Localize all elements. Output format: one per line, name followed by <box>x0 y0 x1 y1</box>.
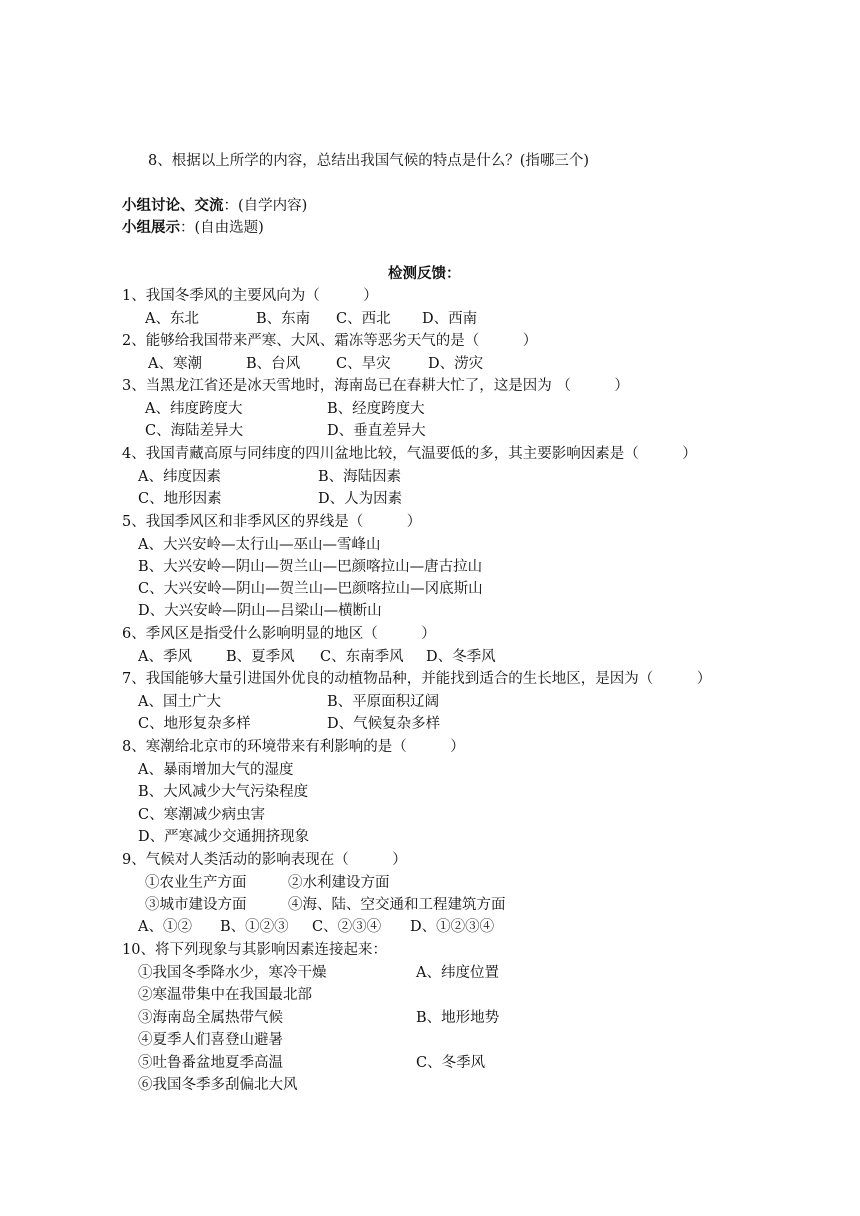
option: A、纬度跨度大 <box>145 401 243 417</box>
factor-item: B、地形地势 <box>416 1010 500 1026</box>
option: D、冬季风 <box>426 649 496 665</box>
option: B、平原面积辽阔 <box>327 694 440 710</box>
option: B、夏季风 <box>226 649 295 665</box>
statement-item: ③城市建设方面 <box>145 897 247 913</box>
option: A、暴雨增加大气的湿度 <box>138 762 294 778</box>
question-stem: 7、我国能够大量引进国外优良的动植物品种，并能找到适合的生长地区，是因为（ ） <box>122 671 712 687</box>
question-stem: 3、当黑龙江省还是冰天雪地时，海南岛已在春耕大忙了，这是因为 （ ） <box>122 378 629 394</box>
option: B、台风 <box>246 356 301 372</box>
question-stem: 6、季风区是指受什么影响明显的地区（ ） <box>122 626 436 642</box>
question-stem: 8、寒潮给北京市的环境带来有利影响的是（ ） <box>122 739 465 755</box>
question-stem: 4、我国青藏高原与同纬度的四川盆地比较，气温要低的多，其主要影响因素是（ ） <box>122 446 697 462</box>
phenomenon-item: ④夏季人们喜登山避暑 <box>138 1032 283 1048</box>
option: C、地形复杂多样 <box>138 716 251 732</box>
statement-item: ④海、陆、空交通和工程建筑方面 <box>288 897 506 913</box>
option: C、西北 <box>336 311 391 327</box>
option: C、地形因素 <box>138 491 222 507</box>
option: C、寒潮减少病虫害 <box>138 807 266 823</box>
group-show-text: ：(自由选题) <box>180 220 264 236</box>
feedback-title: 检测反馈： <box>388 266 461 282</box>
question-stem: 2、能够给我国带来严寒、大风、霜冻等恶劣天气的是（ ） <box>122 333 538 349</box>
option: A、国土广大 <box>138 694 221 710</box>
option: B、东南 <box>256 311 311 327</box>
statement-item: ①农业生产方面 <box>145 875 247 891</box>
group-discussion-label: 小组讨论、交流 <box>122 198 224 214</box>
option: A、东北 <box>145 311 199 327</box>
phenomenon-item: ⑥我国冬季多刮偏北大风 <box>138 1077 298 1093</box>
phenomenon-item: ③海南岛全属热带气候 <box>138 1010 283 1026</box>
option: D、垂直差异大 <box>327 423 426 439</box>
question-stem: 10、将下列现象与其影响因素连接起来： <box>122 942 387 958</box>
phenomenon-item: ②寒温带集中在我国最北部 <box>138 987 312 1003</box>
option: A、①② <box>138 919 192 935</box>
group-show <box>122 218 264 238</box>
option: B、大风减少大气污染程度 <box>138 784 309 800</box>
option: A、大兴安岭—太行山—巫山—雪峰山 <box>138 537 381 553</box>
factor-item: A、纬度位置 <box>416 965 499 981</box>
option: A、季风 <box>138 649 192 665</box>
group-discussion-text: ：(自学内容) <box>223 198 308 214</box>
question-stem: 9、气候对人类活动的影响表现在（ ） <box>122 852 407 868</box>
option: C、大兴安岭—阴山—贺兰山—巴颜喀拉山—冈底斯山 <box>138 581 483 597</box>
option: C、东南季风 <box>320 649 404 665</box>
question-stem: 1、我国冬季风的主要风向为（ ） <box>122 288 378 304</box>
option: B、大兴安岭—阴山—贺兰山—巴颜喀拉山—唐古拉山 <box>138 559 483 575</box>
phenomenon-item: ①我国冬季降水少，寒冷干燥 <box>138 965 327 981</box>
option: B、经度跨度大 <box>327 401 425 417</box>
group-discussion <box>122 196 307 216</box>
question-stem: 5、我国季风区和非季风区的界线是（ ） <box>122 514 422 530</box>
group-show-label: 小组展示 <box>122 220 180 236</box>
option: A、纬度因素 <box>138 469 221 485</box>
option: D、人为因素 <box>318 491 403 507</box>
option: A、寒潮 <box>148 356 202 372</box>
option: B、①②③ <box>220 919 289 935</box>
option: C、旱灾 <box>336 356 391 372</box>
option: C、海陆差异大 <box>145 423 244 439</box>
option: D、严寒减少交通拥挤现象 <box>138 829 310 845</box>
option: D、西南 <box>422 311 478 327</box>
option: D、大兴安岭—阴山—吕梁山—横断山 <box>138 603 382 619</box>
factor-item: C、冬季风 <box>416 1055 486 1071</box>
phenomenon-item: ⑤吐鲁番盆地夏季高温 <box>138 1055 283 1071</box>
intro-question: 8、根据以上所学的内容，总结出我国气候的特点是什么？(指哪三个) <box>148 153 590 169</box>
option: D、涝灾 <box>428 356 484 372</box>
option: C、②③④ <box>312 919 382 935</box>
option: D、①②③④ <box>410 919 495 935</box>
statement-item: ②水利建设方面 <box>288 875 390 891</box>
option: B、海陆因素 <box>318 469 402 485</box>
option: D、气候复杂多样 <box>327 716 441 732</box>
